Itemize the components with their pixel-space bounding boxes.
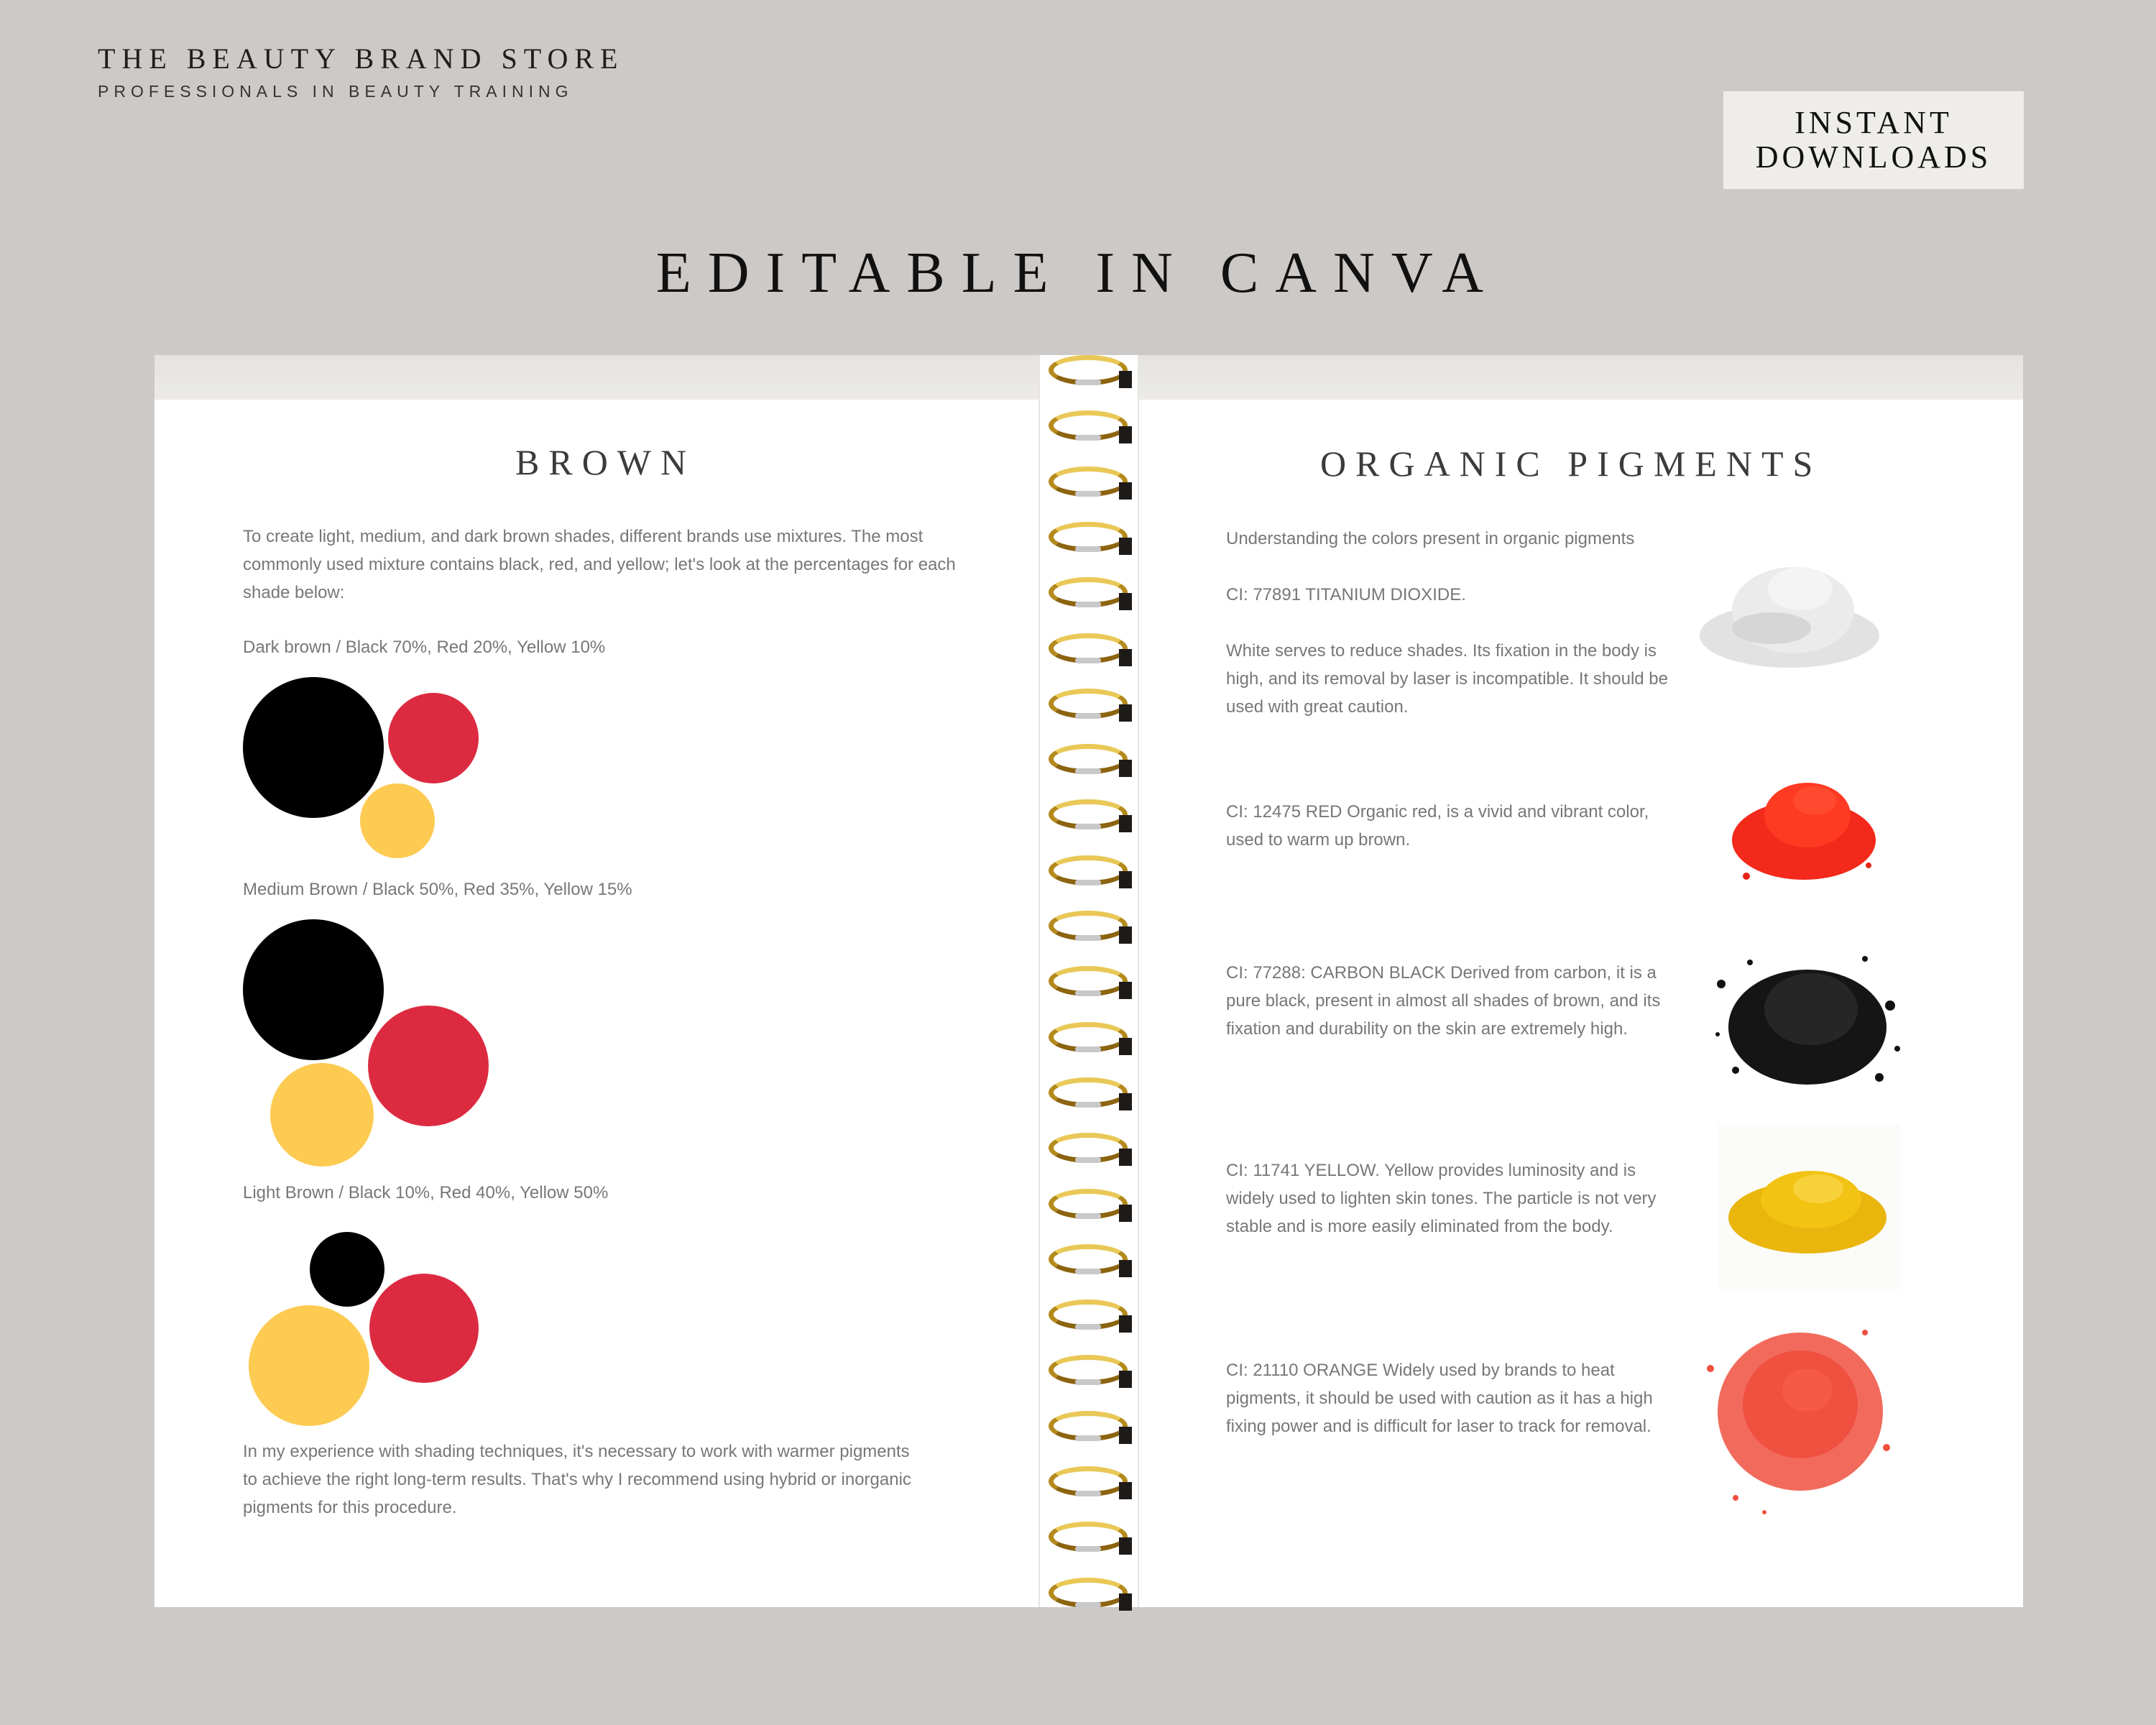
binding-hole <box>1119 871 1132 888</box>
binding-hole <box>1119 1093 1132 1110</box>
binding-hole <box>1119 1371 1132 1388</box>
shade-label-medium: Medium Brown / Black 50%, Red 35%, Yellow 15% <box>243 880 632 899</box>
binding-hole <box>1119 760 1132 777</box>
spiral-ring <box>1049 1466 1128 1496</box>
spiral-ring <box>1049 689 1128 719</box>
pigment-white-heading: CI: 77891 TITANIUM DIOXIDE. <box>1226 585 1466 604</box>
binding-hole <box>1119 1149 1132 1166</box>
black-dot-dark <box>243 677 384 818</box>
left-page <box>155 355 1038 1607</box>
binding-hole <box>1119 1205 1132 1222</box>
binding-hole <box>1119 1482 1132 1499</box>
spiral-ring <box>1049 744 1128 774</box>
spiral-ring <box>1049 855 1128 886</box>
badge-line-2: DOWNLOADS <box>1755 139 1992 175</box>
shade-label-light: Light Brown / Black 10%, Red 40%, Yellow 50% <box>243 1183 609 1202</box>
spiral-ring <box>1049 1133 1128 1163</box>
spiral-ring <box>1049 1355 1128 1385</box>
binding-hole <box>1119 482 1132 500</box>
pigment-white-text: White serves to reduce shades. Its fixation in the body is high, and its removal by laser is incompatible. It should be used with great caution. <box>1226 641 1668 717</box>
spiral-ring <box>1049 577 1128 607</box>
binding-hole <box>1119 1260 1132 1277</box>
spiral-ring <box>1049 966 1128 996</box>
closing-paragraph: In my experience with shading techniques, it's necessary to work with warmer pigments to achieve the right long-term results. That's why I recommend using hybrid or inorganic pigments for this procedure. <box>243 1442 911 1517</box>
shade-label-dark: Dark brown / Black 70%, Red 20%, Yellow 10% <box>243 638 606 657</box>
binding-hole <box>1119 371 1132 388</box>
binding-hole <box>1119 649 1132 666</box>
spiral-ring <box>1049 799 1128 829</box>
orange-pigment-powder-image <box>1692 1304 1901 1519</box>
spiral-ring <box>1049 355 1128 385</box>
black-dot-light <box>310 1232 384 1307</box>
red-dot-medium <box>368 1006 489 1126</box>
pigments-intro: Understanding the colors present in organic pigments <box>1226 529 1635 548</box>
spiral-ring <box>1049 1077 1128 1108</box>
yellow-dot-medium <box>270 1063 374 1167</box>
main-title: EDITABLE IN CANVA <box>655 242 1501 305</box>
spiral-ring <box>1049 1522 1128 1552</box>
binding-hole <box>1119 1593 1132 1611</box>
badge-line-1: INSTANT <box>1795 105 1953 140</box>
binding-hole <box>1119 926 1132 944</box>
pigment-black-text: CI: 77288: CARBON BLACK Derived from carbon, it is a pure black, present in almost all shades of brown, and its fixation and durability on the skin are extremely high. <box>1226 963 1661 1039</box>
pigment-yellow-text: CI: 11741 YELLOW. Yellow provides luminosity and is widely used to lighten skin tones. The particle is not very stable and is more easily eliminated from the body. <box>1226 1161 1657 1236</box>
spiral-ring <box>1049 911 1128 941</box>
right-page <box>1139 355 2023 1607</box>
yellow-dot-light <box>249 1305 369 1426</box>
spiral-binding <box>1038 355 1139 1607</box>
white-pigment-powder-image <box>1692 549 1886 678</box>
binding-hole <box>1119 593 1132 610</box>
section-title-organic-pigments: ORGANIC PIGMENTS <box>1320 443 1823 484</box>
spiral-ring <box>1049 410 1128 441</box>
yellow-pigment-powder-image <box>1718 1124 1901 1289</box>
spiral-ring <box>1049 633 1128 663</box>
spiral-ring <box>1049 1022 1128 1052</box>
section-title-brown: BROWN <box>515 442 696 482</box>
red-pigment-powder-image <box>1725 758 1883 894</box>
binding-hole <box>1119 1038 1132 1055</box>
spiral-ring <box>1049 1244 1128 1274</box>
spiral-ring <box>1049 1411 1128 1441</box>
brand-title: THE BEAUTY BRAND STORE <box>98 42 625 75</box>
spiral-ring <box>1049 1300 1128 1330</box>
binding-hole <box>1119 1315 1132 1333</box>
instant-downloads-badge <box>1723 91 2024 189</box>
binding-hole <box>1119 704 1132 722</box>
intro-paragraph: To create light, medium, and dark brown shades, different brands use mixtures. The most commonly used mixture contains black, red, and yellow; let's look at the percentages for each shade below: <box>243 527 956 602</box>
page-top-band <box>1139 355 2023 400</box>
red-dot-light <box>369 1274 479 1383</box>
red-dot-dark <box>388 693 479 783</box>
yellow-dot-dark <box>360 783 435 858</box>
binding-hole <box>1119 982 1132 999</box>
binding-hole <box>1119 815 1132 832</box>
black-pigment-powder-image <box>1707 941 1908 1099</box>
black-dot-medium <box>243 919 384 1060</box>
spiral-ring <box>1049 1578 1128 1608</box>
spiral-ring <box>1049 522 1128 552</box>
binding-hole <box>1119 426 1132 443</box>
page-top-band <box>155 355 1038 400</box>
brand-subtitle: PROFESSIONALS IN BEAUTY TRAINING <box>98 82 573 101</box>
binding-hole <box>1119 1427 1132 1444</box>
spiral-ring <box>1049 1189 1128 1219</box>
binding-hole <box>1119 1537 1132 1555</box>
pigment-red-text: CI: 12475 RED Organic red, is a vivid and vibrant color, used to warm up brown. <box>1226 802 1649 850</box>
pigment-orange-text: CI: 21110 ORANGE Widely used by brands to heat pigments, it should be used with caution as it has a high fixing power and is difficult for laser to track for removal. <box>1226 1361 1653 1436</box>
spiral-ring <box>1049 466 1128 497</box>
binding-hole <box>1119 538 1132 555</box>
